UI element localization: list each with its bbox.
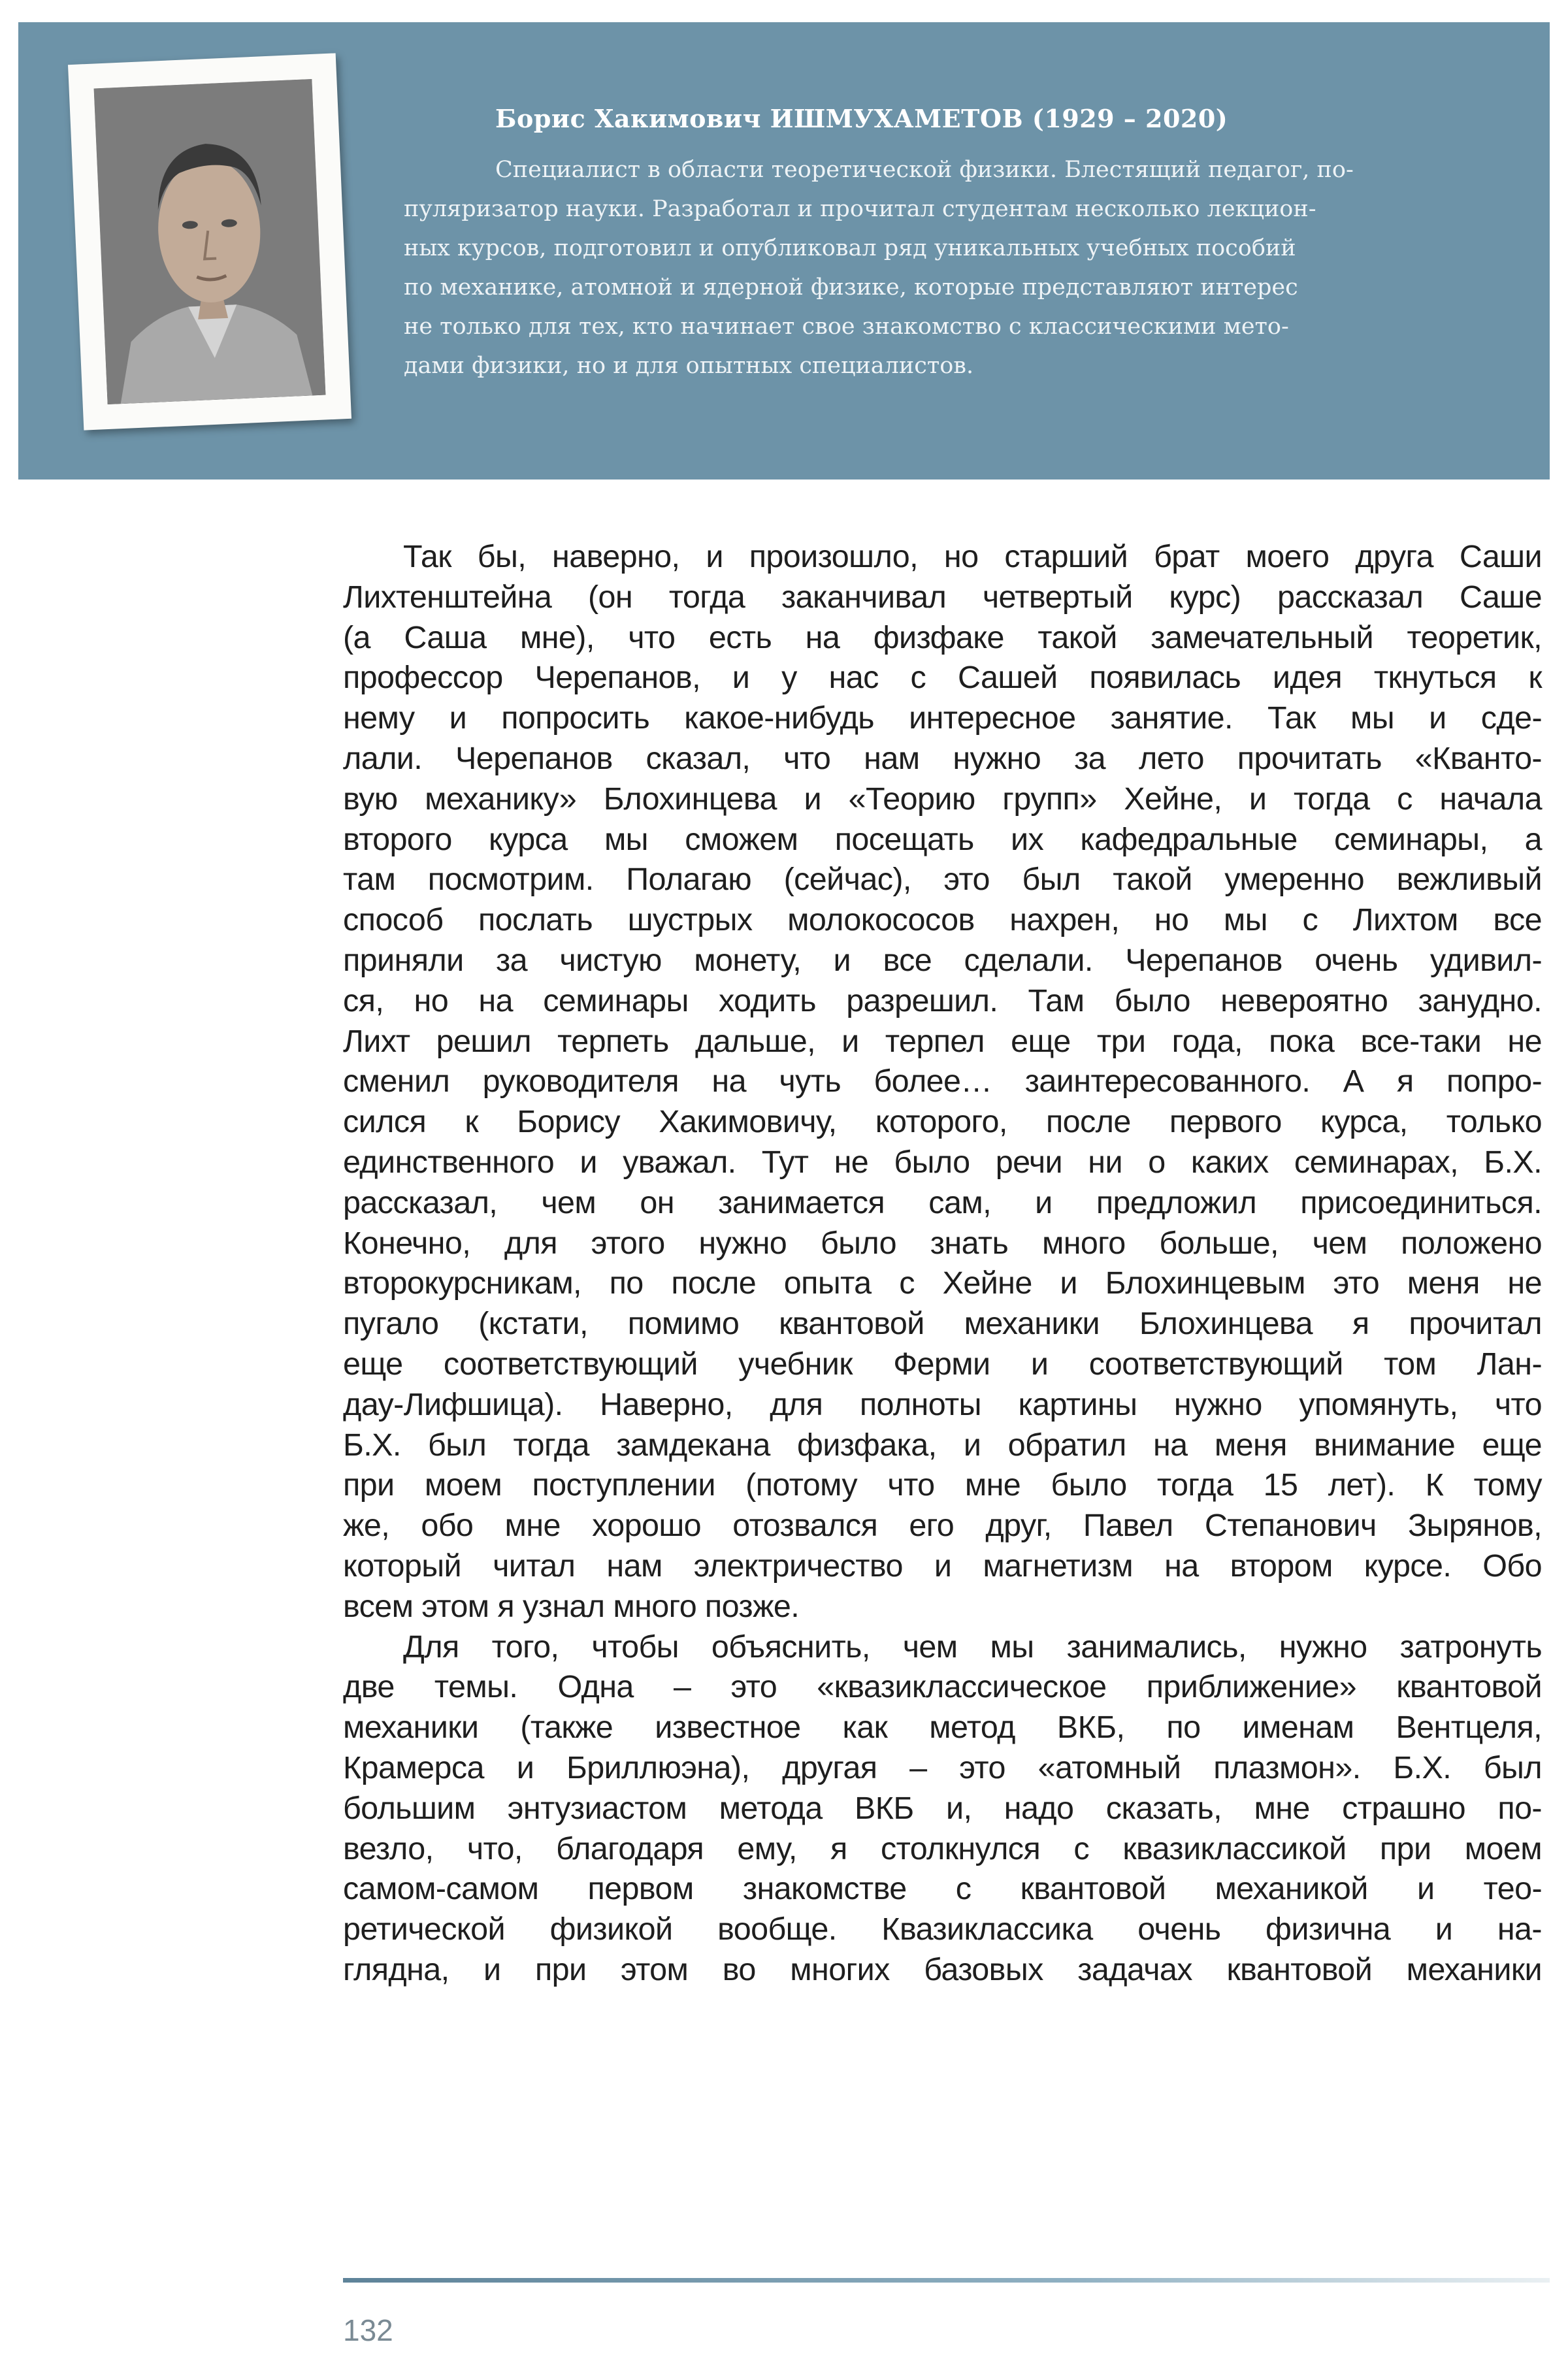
article-line: лали. Черепанов сказал, что нам нужно за лето прочитать «Кванто- (343, 740, 1542, 776)
bio-line: пуляризатор науки. Разработал и прочитал студентам несколько лекцион- (404, 196, 1316, 222)
bio-line: по механике, атомной и ядерной физике, которые представляют интерес (404, 274, 1298, 301)
article-line: ся, но на семинары ходить разрешил. Там было невероятно занудно. (343, 983, 1542, 1018)
article-line: там посмотрим. Полагаю (сейчас), это был такой умеренно вежливый (343, 862, 1542, 898)
article-line: Лихтенштейна (он тогда заканчивал четвертый курс) рассказал Саше (343, 579, 1542, 615)
article-line: дау-Лифшица). Наверно, для полноты картины нужно упомянуть, что (343, 1386, 1542, 1422)
article-line: профессор Черепанов, и у нас с Сашей появилась идея ткнуться к (343, 660, 1542, 696)
article-line: приняли за чистую монету, и все сделали. Черепанов очень удивил- (343, 942, 1542, 978)
article-line: ретической физикой вообще. Квазиклассика очень физична и на- (343, 1912, 1542, 1947)
article-body (343, 537, 1542, 1991)
bio-panel (18, 22, 1550, 480)
article-line: пугало (кстати, помимо квантовой механики Блохинцева я прочитал (343, 1306, 1542, 1342)
article-line: Для того, чтобы объяснить, чем мы занимались, нужно затронуть (403, 1629, 1542, 1665)
bio-line: дами физики, но и для опытных специалистов. (404, 353, 974, 379)
article-line: рассказал, чем он занимается сам, и предложил присоединиться. (343, 1184, 1542, 1220)
article-line: способ послать шустрых молокососов нахрен, но мы с Лихтом все (343, 902, 1542, 938)
page-number: 132 (343, 2313, 393, 2347)
bio-line: Специалист в области теоретической физики. Блестящий педагог, по- (495, 157, 1354, 183)
portrait-photo-frame (68, 53, 351, 430)
article-line: Так бы, наверно, и произошло, но старший брат моего друга Саши (403, 539, 1542, 574)
portrait-photo (94, 79, 326, 404)
article-line: самом-самом первом знакомстве с квантовой механикой и тео- (343, 1871, 1542, 1907)
bio-heading: Борис Хакимович ИШМУХАМЕТОВ (1929 – 2020) (495, 104, 1228, 133)
article-line: второкурсникам, по после опыта с Хейне и Блохинцевым это меня не (343, 1265, 1542, 1301)
article-line: Крамерса и Бриллюэна), другая – это «атомный плазмон». Б.Х. был (343, 1749, 1542, 1785)
article-line: единственного и уважал. Тут не было речи ни о каких семинарах, Б.Х. (343, 1144, 1542, 1180)
article-line: всем этом я узнал много позже. (343, 1588, 800, 1624)
article-line: две темы. Одна – это «квазиклассическое приближение» квантовой (343, 1669, 1542, 1705)
bio-paragraph (404, 150, 1482, 385)
article-line: большим энтузиастом метода ВКБ и, надо сказать, мне страшно по- (343, 1790, 1542, 1826)
article-line: же, обо мне хорошо отозвался его друг, Павел Степанович Зырянов, (343, 1508, 1542, 1544)
article-line: (а Саша мне), что есть на физфаке такой замечательный теоретик, (343, 619, 1542, 655)
article-line: вую механику» Блохинцева и «Теорию групп» Хейне, и тогда с начала (343, 781, 1542, 817)
bio-line: ных курсов, подготовил и опубликовал ряд уникальных учебных пособий (404, 235, 1296, 261)
article-line: Лихт решил терпеть дальше, и терпел еще три года, пока все-таки не (343, 1023, 1542, 1059)
article-line: который читал нам электричество и магнетизм на втором курсе. Обо (343, 1548, 1542, 1584)
bio-text (404, 104, 1482, 385)
article-line: глядна, и при этом во многих базовых задачах квантовой механики (343, 1951, 1542, 1987)
article-line: сменил руководителя на чуть более… заинтересованного. А я попро- (343, 1064, 1542, 1099)
bio-line: не только для тех, кто начинает свое знакомство с классическими мето- (404, 314, 1289, 340)
footer-divider (343, 2278, 1550, 2283)
article-line: сился к Борису Хакимовичу, которого, после первого курса, только (343, 1104, 1542, 1140)
article-line: Б.Х. был тогда замдекана физфака, и обратил на меня внимание еще (343, 1427, 1542, 1463)
article-line: еще соответствующий учебник Ферми и соответствующий том Лан- (343, 1346, 1542, 1382)
article-line: нему и попросить какое-нибудь интересное занятие. Так мы и сде- (343, 700, 1542, 736)
article-line: механики (также известное как метод ВКБ, по именам Вентцеля, (343, 1710, 1542, 1746)
article-line: при моем поступлении (потому что мне было тогда 15 лет). К тому (343, 1467, 1542, 1503)
article-line: второго курса мы сможем посещать их кафедральные семинары, а (343, 821, 1542, 857)
article-line: Конечно, для этого нужно было знать много больше, чем положено (343, 1225, 1542, 1261)
article-line: везло, что, благодаря ему, я столкнулся с квазиклассикой при моем (343, 1830, 1542, 1866)
